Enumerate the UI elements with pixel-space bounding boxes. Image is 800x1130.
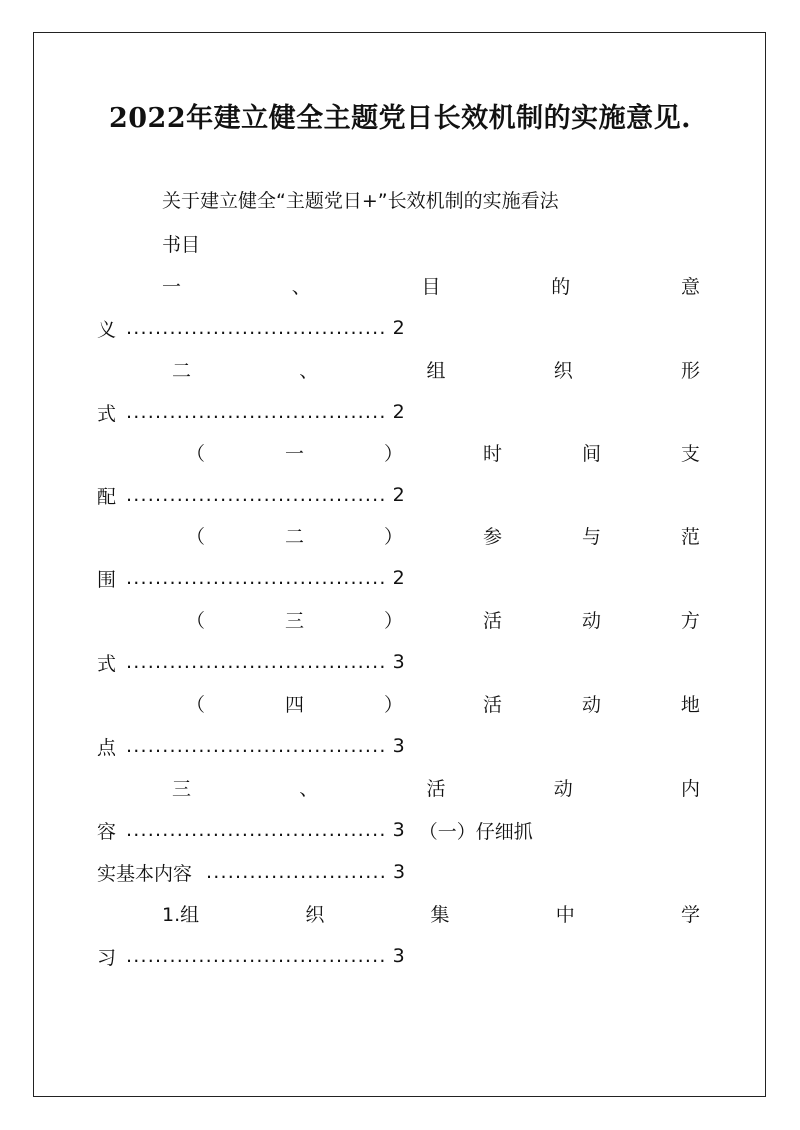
toc-continuation: （一）仔细抓 [418, 820, 533, 843]
toc-entry-2-leader [97, 397, 405, 427]
toc-char: 二 [172, 359, 192, 382]
toc-entry-1-leader [97, 313, 405, 343]
toc-dots: .................................... [126, 819, 387, 841]
document-subtitle: 关于建立健全“主题党日+”长效机制的实施看法 [162, 190, 559, 212]
toc-entry-7-spread [172, 772, 700, 802]
toc-heading: 书目 [162, 234, 201, 256]
toc-entry-9-leader [97, 941, 405, 971]
toc-char: 范 [680, 525, 700, 548]
toc-char: 目 [421, 275, 441, 298]
toc-char: 中 [555, 903, 575, 926]
toc-page-number: 3 [392, 945, 405, 967]
toc-char: 活 [482, 693, 502, 716]
toc-char: 形 [680, 359, 700, 382]
toc-char: 参 [482, 525, 502, 548]
toc-char: 一 [162, 275, 182, 298]
toc-char: 学 [680, 903, 700, 926]
toc-dots: .................................... [126, 317, 387, 339]
toc-dots: .................................... [126, 735, 387, 757]
toc-plain-text: 实基本内容 [97, 862, 193, 885]
toc-end-char: 围 [97, 568, 117, 591]
toc-page-number: 2 [392, 567, 405, 589]
toc-char: 三 [284, 609, 304, 632]
toc-char: 三 [172, 777, 192, 800]
toc-char: 1.组 [162, 903, 200, 926]
toc-char: 意 [680, 275, 700, 298]
toc-char: 方 [680, 609, 700, 632]
toc-char: 间 [581, 442, 601, 465]
toc-char: 时 [482, 442, 502, 465]
toc-char: 与 [581, 525, 601, 548]
toc-char: 织 [305, 903, 325, 926]
toc-char: （ [186, 693, 206, 716]
toc-end-char: 点 [97, 736, 117, 759]
toc-char: （ [186, 442, 206, 465]
toc-char: 的 [551, 275, 571, 298]
toc-entry-2-spread [172, 354, 700, 384]
toc-char: （ [186, 525, 206, 548]
toc-char: 动 [553, 777, 573, 800]
toc-end-char: 式 [97, 652, 117, 675]
toc-char: 四 [284, 693, 304, 716]
toc-char: 、 [291, 275, 311, 298]
toc-end-char: 配 [97, 485, 117, 508]
toc-entry-4-leader [97, 563, 405, 593]
toc-dots: .................................... [126, 484, 387, 506]
toc-char: 动 [581, 693, 601, 716]
toc-entry-6-spread [186, 688, 700, 718]
toc-char: 活 [426, 777, 446, 800]
toc-char: 织 [553, 359, 573, 382]
toc-char: ） [383, 693, 403, 716]
toc-dots: .................................... [126, 567, 387, 589]
toc-entry-9-spread [162, 898, 700, 928]
toc-dots: ......................... [206, 861, 388, 883]
document-title: 2022年建立健全主题党日长效机制的实施意见. [108, 103, 692, 134]
toc-entry-1-spread [162, 270, 700, 300]
toc-page-number: 3 [392, 651, 405, 673]
toc-char: 集 [430, 903, 450, 926]
toc-entry-8 [97, 857, 405, 887]
toc-char: 内 [680, 777, 700, 800]
toc-end-char: 式 [97, 402, 117, 425]
toc-end-char: 习 [97, 946, 117, 969]
toc-entry-5-leader [97, 647, 405, 677]
toc-char: 支 [680, 442, 700, 465]
toc-entry-4-spread [186, 520, 700, 550]
toc-char: 地 [680, 693, 700, 716]
toc-end-char: 容 [97, 820, 117, 843]
toc-end-char: 义 [97, 318, 117, 341]
toc-char: （ [186, 609, 206, 632]
toc-char: 一 [284, 442, 304, 465]
toc-char: ） [383, 525, 403, 548]
toc-entry-3-spread [186, 437, 700, 467]
toc-entry-3-leader [97, 480, 405, 510]
toc-dots: .................................... [126, 651, 387, 673]
toc-char: 、 [299, 777, 319, 800]
toc-page-number: 2 [392, 317, 405, 339]
toc-entry-5-spread [186, 604, 700, 634]
toc-dots: .................................... [126, 945, 387, 967]
toc-char: 组 [426, 359, 446, 382]
toc-page-number: 2 [392, 484, 405, 506]
toc-char: ） [383, 442, 403, 465]
toc-page-number: 3 [392, 819, 405, 841]
toc-page-number: 3 [393, 861, 406, 883]
toc-page-number: 2 [392, 401, 405, 423]
toc-char: 二 [284, 525, 304, 548]
toc-char: ） [383, 609, 403, 632]
toc-entry-7-leader [97, 815, 533, 845]
toc-page-number: 3 [392, 735, 405, 757]
toc-entry-6-leader [97, 731, 405, 761]
toc-char: 动 [581, 609, 601, 632]
toc-char: 活 [482, 609, 502, 632]
toc-dots: .................................... [126, 401, 387, 423]
toc-char: 、 [299, 359, 319, 382]
